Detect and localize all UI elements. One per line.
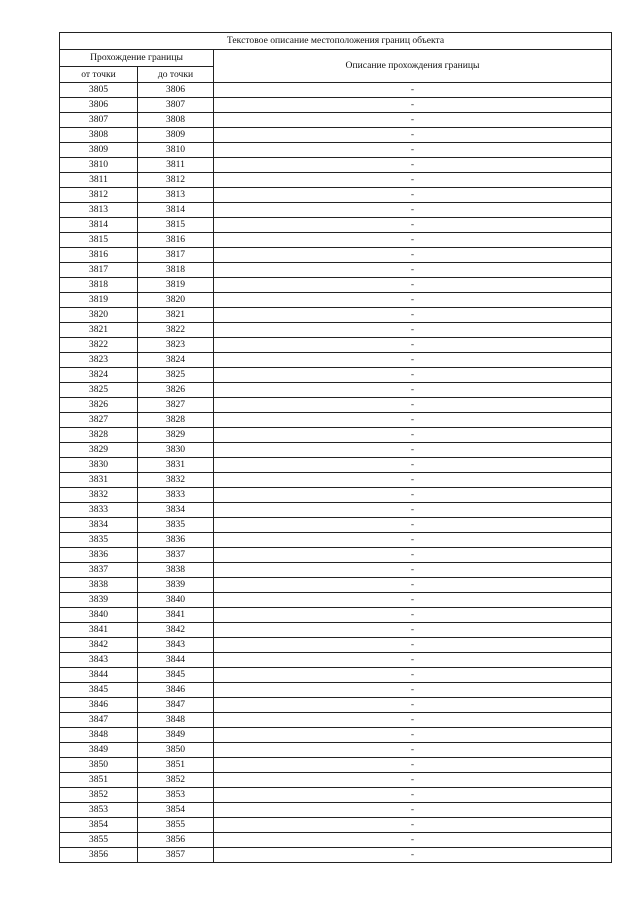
description-cell: - [214,338,612,353]
description-cell: - [214,113,612,128]
from-point-cell: 3849 [60,743,138,758]
table-row [60,368,612,383]
description-cell: - [214,758,612,773]
description-cell: - [214,218,612,233]
description-cell: - [214,743,612,758]
from-point-cell: 3847 [60,713,138,728]
to-point-cell: 3847 [138,698,214,713]
description-cell: - [214,623,612,638]
description-cell: - [214,248,612,263]
table-row [60,413,612,428]
description-cell: - [214,398,612,413]
description-cell: - [214,188,612,203]
to-point-cell: 3812 [138,173,214,188]
table-title: Текстовое описание местоположения границ объекта [60,33,612,50]
table-row [60,488,612,503]
from-point-cell: 3826 [60,398,138,413]
from-point-column-header: от точки [60,67,138,83]
to-point-cell: 3816 [138,233,214,248]
table-row [60,83,612,98]
to-point-cell: 3817 [138,248,214,263]
from-point-cell: 3843 [60,653,138,668]
from-point-cell: 3839 [60,593,138,608]
description-cell: - [214,143,612,158]
from-point-cell: 3821 [60,323,138,338]
from-point-cell: 3850 [60,758,138,773]
from-point-cell: 3807 [60,113,138,128]
description-cell: - [214,158,612,173]
from-point-cell: 3810 [60,158,138,173]
table-row [60,173,612,188]
table-row [60,338,612,353]
to-point-cell: 3850 [138,743,214,758]
description-cell: - [214,413,612,428]
to-point-cell: 3857 [138,848,214,863]
from-point-cell: 3814 [60,218,138,233]
description-cell: - [214,383,612,398]
from-point-cell: 3824 [60,368,138,383]
from-point-cell: 3829 [60,443,138,458]
description-cell: - [214,278,612,293]
table-row [60,443,612,458]
table-row [60,578,612,593]
description-cell: - [214,533,612,548]
table-row [60,698,612,713]
description-cell: - [214,818,612,833]
description-cell: - [214,323,612,338]
from-point-cell: 3838 [60,578,138,593]
to-point-cell: 3852 [138,773,214,788]
table-row [60,323,612,338]
to-point-cell: 3829 [138,428,214,443]
table-row [60,623,612,638]
to-point-cell: 3836 [138,533,214,548]
from-point-cell: 3854 [60,818,138,833]
to-point-cell: 3843 [138,638,214,653]
to-point-cell: 3813 [138,188,214,203]
description-cell: - [214,593,612,608]
from-point-cell: 3837 [60,563,138,578]
description-cell: - [214,263,612,278]
to-point-cell: 3814 [138,203,214,218]
description-cell: - [214,428,612,443]
from-point-cell: 3828 [60,428,138,443]
from-point-cell: 3852 [60,788,138,803]
table-row [60,128,612,143]
to-point-cell: 3820 [138,293,214,308]
to-point-cell: 3848 [138,713,214,728]
description-cell: - [214,173,612,188]
description-cell: - [214,563,612,578]
from-point-cell: 3832 [60,488,138,503]
from-point-cell: 3806 [60,98,138,113]
table-row [60,458,612,473]
to-point-cell: 3809 [138,128,214,143]
description-cell: - [214,638,612,653]
to-point-cell: 3807 [138,98,214,113]
from-point-cell: 3844 [60,668,138,683]
to-point-cell: 3825 [138,368,214,383]
table-row [60,398,612,413]
to-point-cell: 3806 [138,83,214,98]
to-point-cell: 3844 [138,653,214,668]
from-point-cell: 3819 [60,293,138,308]
table-row [60,293,612,308]
boundary-passage-header: Прохождение границы [60,50,214,67]
from-point-cell: 3811 [60,173,138,188]
from-point-cell: 3805 [60,83,138,98]
to-point-cell: 3839 [138,578,214,593]
table-row [60,113,612,128]
to-point-cell: 3828 [138,413,214,428]
table-row [60,788,612,803]
from-point-cell: 3815 [60,233,138,248]
from-point-cell: 3848 [60,728,138,743]
to-point-cell: 3838 [138,563,214,578]
description-cell: - [214,803,612,818]
table-row [60,758,612,773]
table-row [60,533,612,548]
table-header [60,33,612,83]
to-point-column-header: до точки [138,67,214,83]
from-point-cell: 3834 [60,518,138,533]
description-column-header: Описание прохождения границы [214,50,612,83]
from-point-cell: 3845 [60,683,138,698]
table-row [60,278,612,293]
table-row [60,683,612,698]
table-row [60,143,612,158]
table-row [60,548,612,563]
table-row [60,833,612,848]
to-point-cell: 3824 [138,353,214,368]
table-row [60,203,612,218]
from-point-cell: 3836 [60,548,138,563]
to-point-cell: 3827 [138,398,214,413]
description-cell: - [214,443,612,458]
to-point-cell: 3833 [138,488,214,503]
from-point-cell: 3820 [60,308,138,323]
table-row [60,188,612,203]
table-row [60,308,612,323]
table-row [60,98,612,113]
from-point-cell: 3825 [60,383,138,398]
from-point-cell: 3809 [60,143,138,158]
from-point-cell: 3818 [60,278,138,293]
to-point-cell: 3830 [138,443,214,458]
to-point-cell: 3819 [138,278,214,293]
from-point-cell: 3831 [60,473,138,488]
description-cell: - [214,503,612,518]
to-point-cell: 3842 [138,623,214,638]
table-row [60,668,612,683]
from-point-cell: 3812 [60,188,138,203]
from-point-cell: 3817 [60,263,138,278]
from-point-cell: 3841 [60,623,138,638]
from-point-cell: 3840 [60,608,138,623]
to-point-cell: 3832 [138,473,214,488]
description-cell: - [214,308,612,323]
description-cell: - [214,233,612,248]
from-point-cell: 3842 [60,638,138,653]
to-point-cell: 3853 [138,788,214,803]
description-cell: - [214,353,612,368]
description-cell: - [214,518,612,533]
table-body [60,83,612,863]
description-cell: - [214,83,612,98]
table-row [60,503,612,518]
from-point-cell: 3856 [60,848,138,863]
to-point-cell: 3831 [138,458,214,473]
description-cell: - [214,683,612,698]
from-point-cell: 3830 [60,458,138,473]
from-point-cell: 3822 [60,338,138,353]
from-point-cell: 3813 [60,203,138,218]
to-point-cell: 3815 [138,218,214,233]
table-row [60,818,612,833]
table-row [60,518,612,533]
description-cell: - [214,488,612,503]
table-row [60,653,612,668]
from-point-cell: 3808 [60,128,138,143]
to-point-cell: 3826 [138,383,214,398]
description-cell: - [214,368,612,383]
to-point-cell: 3808 [138,113,214,128]
table-row [60,638,612,653]
table-row [60,728,612,743]
description-cell: - [214,728,612,743]
to-point-cell: 3834 [138,503,214,518]
table-row [60,233,612,248]
from-point-cell: 3835 [60,533,138,548]
description-cell: - [214,653,612,668]
description-cell: - [214,293,612,308]
to-point-cell: 3811 [138,158,214,173]
description-cell: - [214,713,612,728]
description-cell: - [214,203,612,218]
to-point-cell: 3810 [138,143,214,158]
to-point-cell: 3845 [138,668,214,683]
from-point-cell: 3853 [60,803,138,818]
to-point-cell: 3823 [138,338,214,353]
description-cell: - [214,608,612,623]
from-point-cell: 3827 [60,413,138,428]
to-point-cell: 3821 [138,308,214,323]
from-point-cell: 3816 [60,248,138,263]
description-cell: - [214,98,612,113]
table-row [60,593,612,608]
to-point-cell: 3851 [138,758,214,773]
to-point-cell: 3822 [138,323,214,338]
from-point-cell: 3846 [60,698,138,713]
table-row [60,713,612,728]
description-cell: - [214,578,612,593]
description-cell: - [214,548,612,563]
table-row [60,473,612,488]
boundary-description-table [59,32,612,863]
table-row [60,743,612,758]
from-point-cell: 3851 [60,773,138,788]
to-point-cell: 3855 [138,818,214,833]
description-cell: - [214,473,612,488]
to-point-cell: 3837 [138,548,214,563]
to-point-cell: 3846 [138,683,214,698]
to-point-cell: 3818 [138,263,214,278]
table-row [60,248,612,263]
description-cell: - [214,668,612,683]
table-row [60,773,612,788]
table-row [60,218,612,233]
description-cell: - [214,788,612,803]
to-point-cell: 3841 [138,608,214,623]
from-point-cell: 3833 [60,503,138,518]
table-row [60,158,612,173]
to-point-cell: 3854 [138,803,214,818]
table-row [60,608,612,623]
to-point-cell: 3840 [138,593,214,608]
table-row [60,383,612,398]
table-row [60,848,612,863]
to-point-cell: 3856 [138,833,214,848]
from-point-cell: 3855 [60,833,138,848]
description-cell: - [214,833,612,848]
to-point-cell: 3835 [138,518,214,533]
table-row [60,563,612,578]
table-row [60,428,612,443]
to-point-cell: 3849 [138,728,214,743]
description-cell: - [214,848,612,863]
table-row [60,263,612,278]
description-cell: - [214,128,612,143]
table-row [60,353,612,368]
from-point-cell: 3823 [60,353,138,368]
table-row [60,803,612,818]
description-cell: - [214,773,612,788]
description-cell: - [214,458,612,473]
description-cell: - [214,698,612,713]
